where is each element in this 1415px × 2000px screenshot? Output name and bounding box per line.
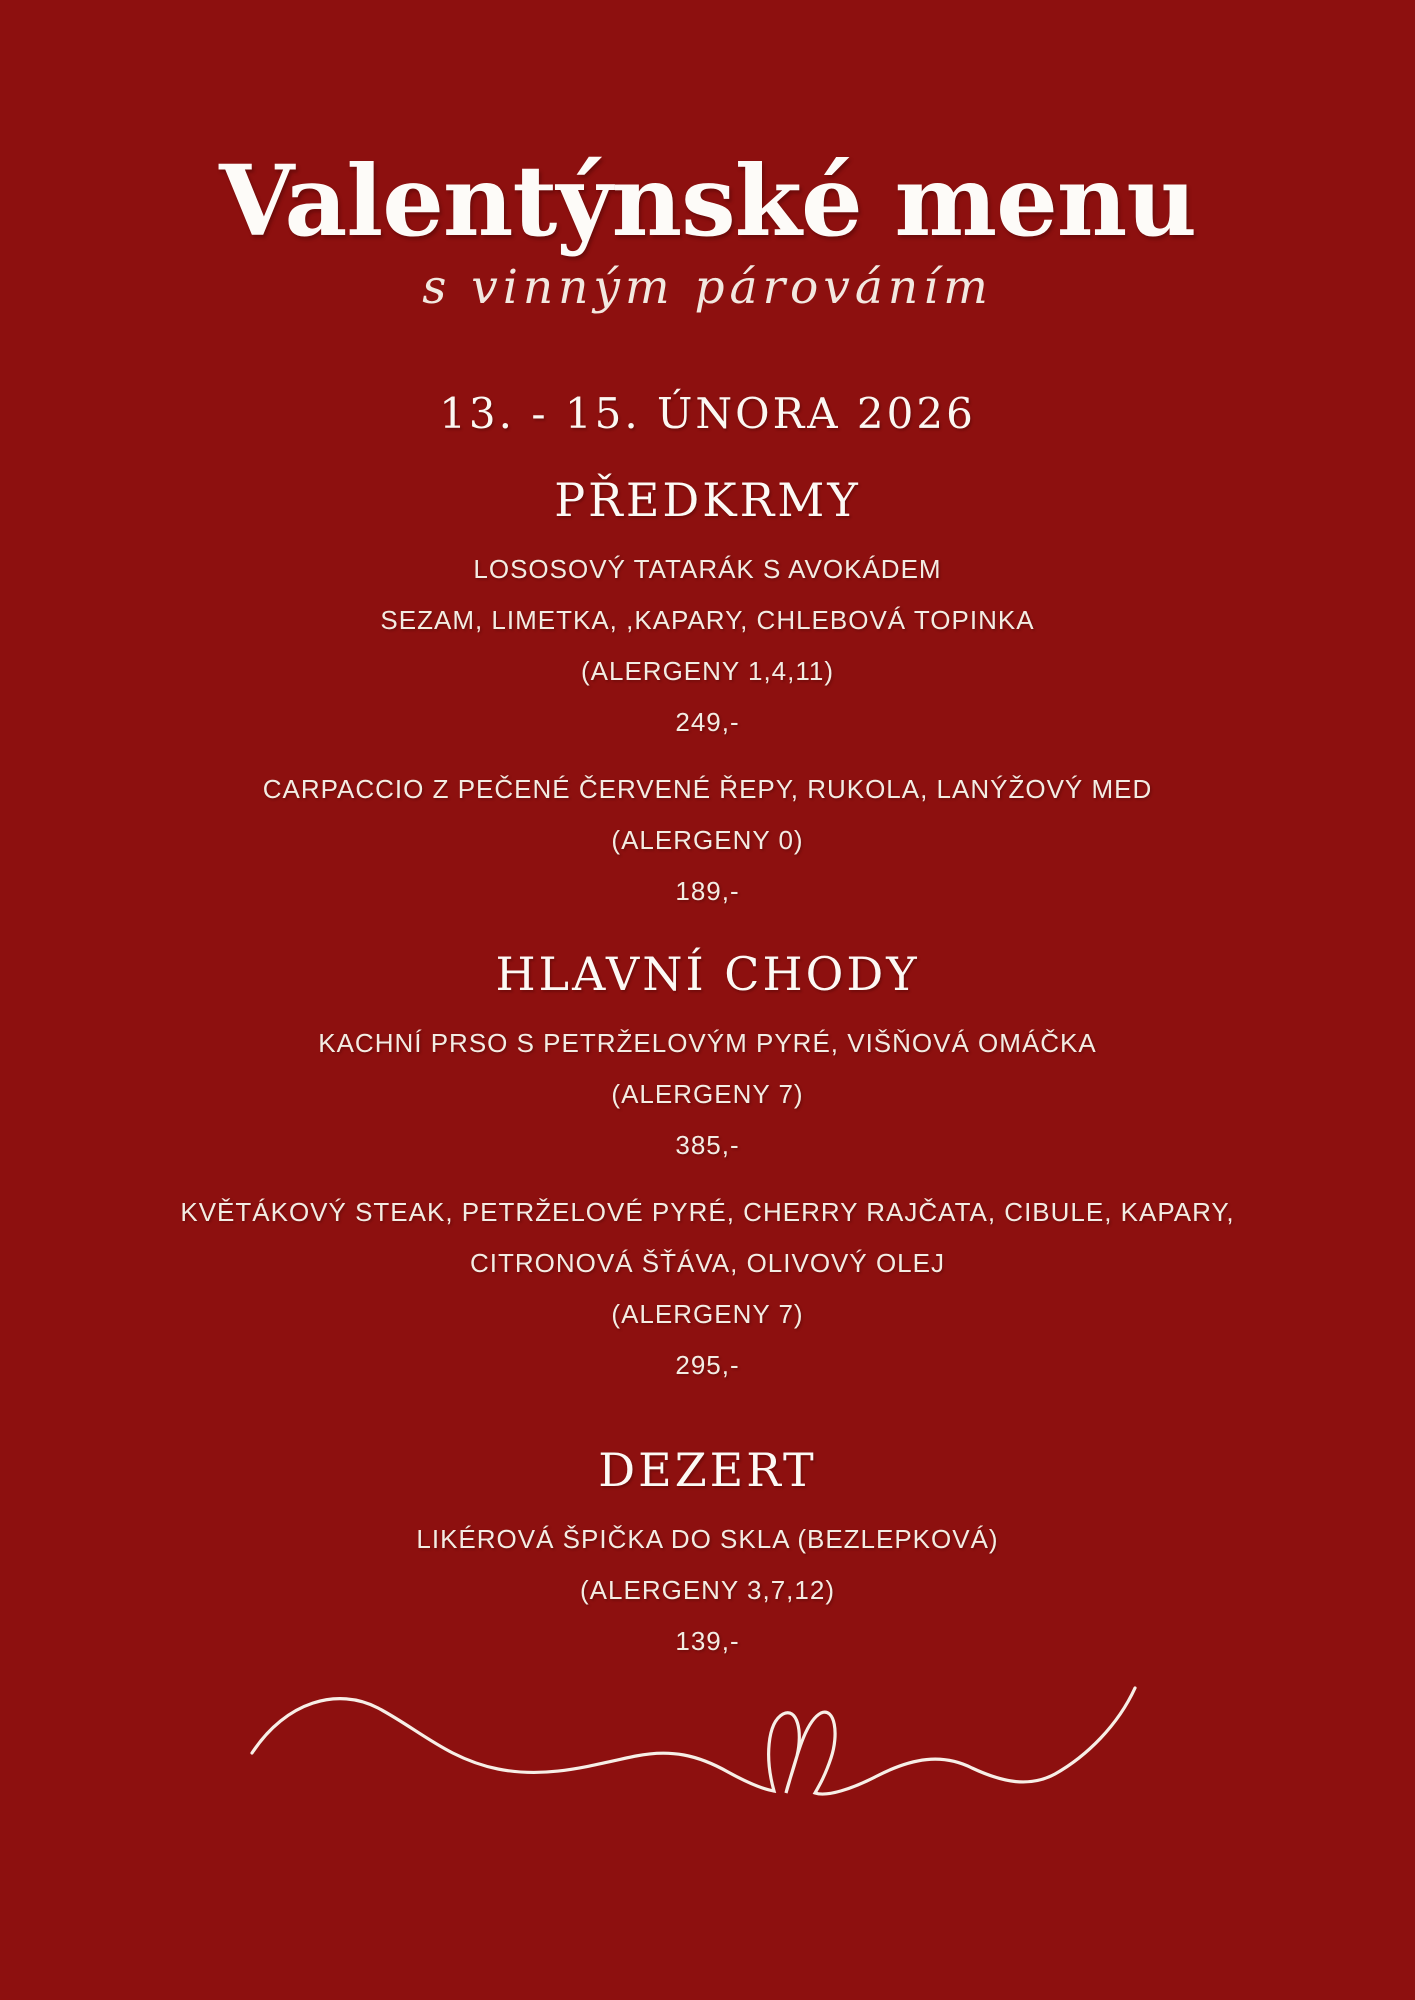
item-price: 295,- [675,1349,740,1380]
item-name-line: CARPACCIO Z PEČENÉ ČERVENÉ ŘEPY, RUKOLA, LANÝŽOVÝ MED [262,773,1153,804]
section-heading: DEZERT [598,1442,817,1497]
menu-item [0,1187,1415,1391]
menu-item [0,544,1415,748]
item-allergens: (ALERGENY 0) [611,824,804,855]
menu-item [0,764,1415,917]
section-dezert [0,1443,1415,1667]
item-price: 189,- [675,875,740,906]
section-predkrmy [0,473,1415,917]
item-name-line: LOSOSOVÝ TATARÁK S AVOKÁDEM [473,553,942,584]
heart-squiggle-decoration [13,1683,1415,1803]
item-name-line: CITRONOVÁ ŠŤÁVA, OLIVOVÝ OLEJ [470,1247,945,1278]
subtitle-script: s vinným párováním [422,259,993,315]
item-name-line: KVĚTÁKOVÝ STEAK, PETRŽELOVÉ PYRÉ, CHERRY RAJČATA, CIBULE, KAPARY, [180,1196,1235,1227]
item-allergens: (ALERGENY 7) [611,1078,804,1109]
section-items [0,544,1415,917]
item-price: 249,- [675,706,740,737]
page-title: Valentýnské menu [219,144,1196,258]
menu-item [0,1018,1415,1171]
section-hlavni-chody [0,947,1415,1391]
menu-item [0,1514,1415,1667]
item-price: 139,- [675,1625,740,1656]
item-name-line: LIKÉROVÁ ŠPIČKA DO SKLA (BEZLEPKOVÁ) [416,1523,999,1554]
section-heading: HLAVNÍ CHODY [495,946,920,1001]
section-items [0,1514,1415,1667]
item-name-line: SEZAM, LIMETKA, ,KAPARY, CHLEBOVÁ TOPINKA [380,604,1035,635]
item-name-line: KACHNÍ PRSO S PETRŽELOVÝM PYRÉ, VIŠŇOVÁ OMÁČKA [318,1027,1097,1058]
item-allergens: (ALERGENY 3,7,12) [580,1574,835,1605]
item-allergens: (ALERGENY 7) [611,1298,804,1329]
section-items [0,1018,1415,1391]
heart-squiggle-icon [246,1683,1196,1803]
date-range: 13. - 15. ÚNORA 2026 [439,388,976,438]
item-allergens: (ALERGENY 1,4,11) [580,655,835,686]
section-heading: PŘEDKRMY [554,472,861,527]
item-price: 385,- [675,1129,740,1160]
